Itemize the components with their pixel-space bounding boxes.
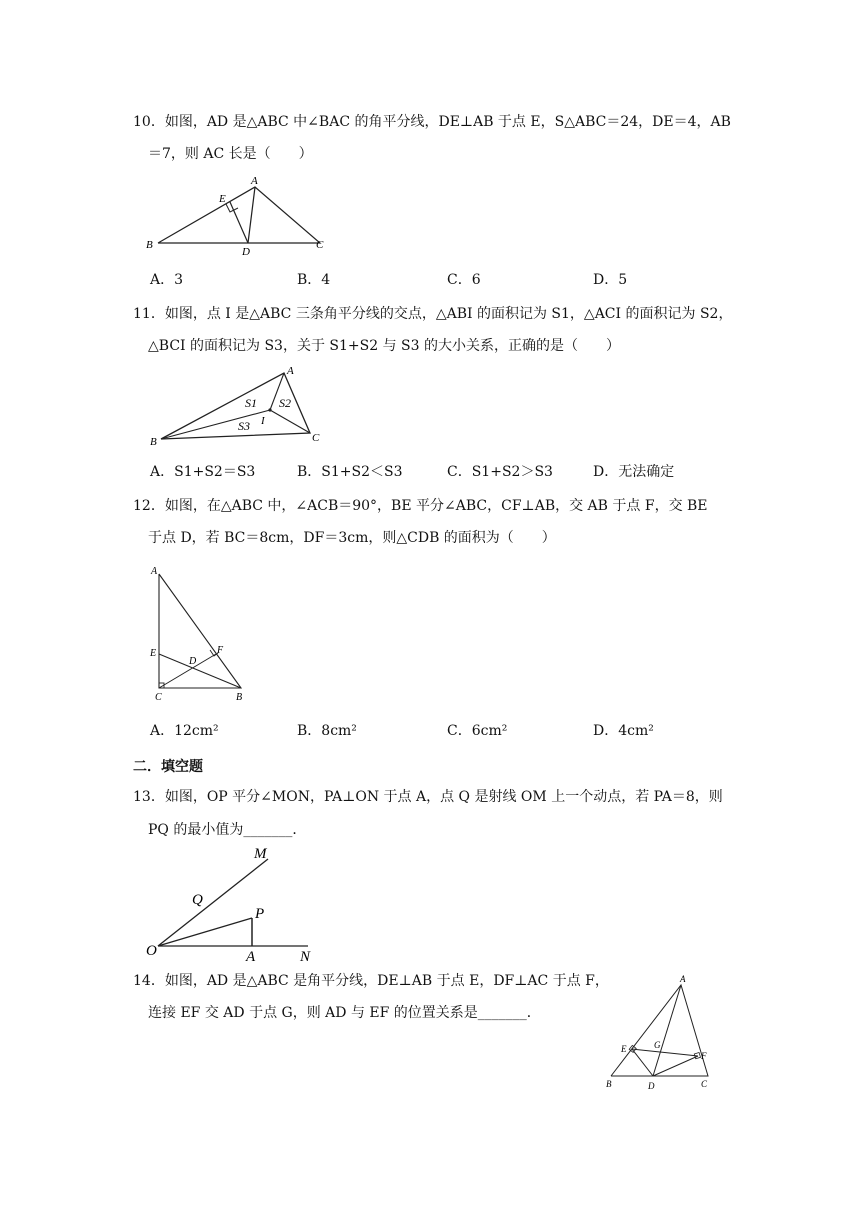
q12-label-b: B: [236, 692, 243, 703]
q12-label-a: A: [151, 566, 158, 577]
q11-option-d: D．无法确定: [593, 464, 675, 480]
q13-label-m: M: [254, 846, 267, 862]
q13-line1: 13．如图，OP 平分∠MON，PA⊥ON 于点 A，点 Q 是射线 OM 上一个动点，若 PA＝8，则: [133, 789, 723, 805]
q13-label-p: P: [255, 906, 265, 922]
q11-label-b: B: [150, 436, 157, 448]
q11-label-i: I: [261, 415, 265, 427]
q11-label-s2: S2: [279, 396, 291, 410]
q14-label-g: G: [654, 1040, 661, 1050]
q12-label-e: E: [150, 648, 157, 659]
q10-option-d: D．5: [593, 272, 628, 288]
q14-label-a: A: [680, 974, 686, 984]
q13-figure: [140, 840, 340, 969]
q12-label-d: D: [189, 656, 197, 667]
q10-label-c: C: [316, 239, 324, 251]
q11-option-a: A．S1+S2＝S3: [150, 464, 256, 480]
q11-option-c: C．S1+S2＞S3: [447, 464, 553, 480]
q14-label-c: C: [701, 1079, 708, 1089]
q11-line1: 11．如图，点 I 是△ABC 三条角平分线的交点，△ABI 的面积记为 S1，△ACI 的面积记为 S2，: [133, 306, 733, 322]
q11-label-c: C: [312, 432, 320, 444]
q10-label-b: B: [146, 239, 153, 251]
q13-label-q: Q: [192, 892, 203, 908]
q10-figure: [140, 172, 340, 266]
q14-label-b: B: [606, 1079, 612, 1089]
q10-option-b: B．4: [297, 272, 331, 288]
q11-label-s1: S1: [245, 396, 257, 410]
q13-label-n: N: [300, 949, 311, 965]
q14-label-f: F: [701, 1051, 707, 1061]
q11-line2: △BCI 的面积记为 S3，关于 S1+S2 与 S3 的大小关系，正确的是（ ）: [148, 338, 620, 354]
q12-figure: [145, 562, 265, 711]
q12-option-c: C．6cm²: [447, 723, 508, 739]
section-fill-in-blank: 二．填空题: [133, 758, 203, 774]
q10-option-c: C．6: [447, 272, 481, 288]
q13-label-a: A: [246, 949, 256, 965]
q12-option-b: B．8cm²: [297, 723, 357, 739]
q14-figure: [600, 968, 725, 1097]
q12-label-c: C: [155, 692, 162, 703]
q12-line2: 于点 D，若 BC＝8cm，DF＝3cm，则△CDB 的面积为（ ）: [148, 530, 556, 546]
q14-label-d: D: [648, 1081, 655, 1091]
q11-option-b: B．S1+S2＜S3: [297, 464, 403, 480]
q10-label-e: E: [219, 193, 226, 205]
q10-label-a: A: [251, 175, 258, 187]
q11-figure: [145, 360, 345, 454]
q11-label-s3: S3: [238, 419, 250, 433]
q13-line2: PQ 的最小值为_______．: [148, 822, 307, 838]
q14-line1: 14．如图，AD 是△ABC 是角平分线，DE⊥AB 于点 E，DF⊥AC 于点 F，: [133, 973, 609, 989]
q10-line1: 10．如图，AD 是△ABC 中∠BAC 的角平分线，DE⊥AB 于点 E，S△ABC＝24，DE＝4，AB: [133, 114, 731, 130]
q14-label-e: E: [621, 1044, 627, 1054]
q10-line2: ＝7，则 AC 长是（ ）: [148, 146, 313, 162]
q12-label-f: F: [217, 645, 224, 656]
q10-label-d: D: [242, 246, 250, 258]
q10-option-a: A．3: [150, 272, 184, 288]
q12-option-d: D．4cm²: [593, 723, 654, 739]
q13-label-o: O: [146, 943, 157, 959]
q11-label-a: A: [287, 365, 294, 377]
q12-line1: 12．如图，在△ABC 中，∠ACB＝90°，BE 平分∠ABC，CF⊥AB，交 AB 于点 F，交 BE: [133, 498, 708, 514]
q12-option-a: A．12cm²: [150, 723, 219, 739]
q14-line2: 连接 EF 交 AD 于点 G，则 AD 与 EF 的位置关系是_______．: [148, 1005, 541, 1021]
